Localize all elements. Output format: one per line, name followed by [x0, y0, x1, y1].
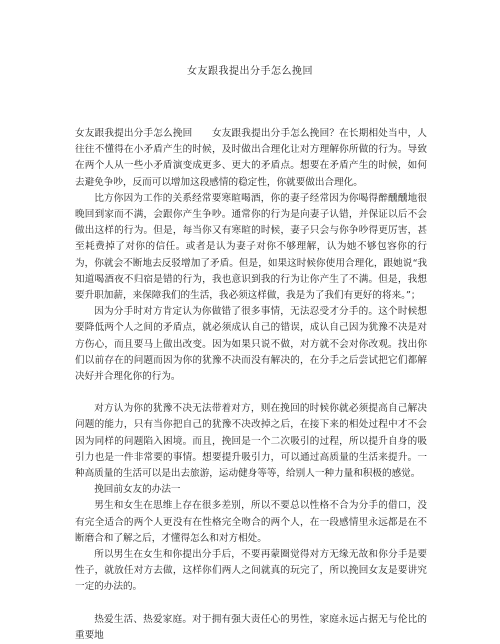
- paragraph: 因为分手时对方肯定认为你做错了很多事情，无法忍受才分手的。这个时候想要降低两个人之间的矛盾点，就必须成认自己的错误，成认自己因为犹豫不决是对方伤心，而且要马上做出改变。因为如果只说不做，对方就不会对你改观。找出你们以前存在的问题而因为你的犹豫不决而没有解决的，在分手之后尝试把它们都解决好并合理化你的行为。: [75, 306, 427, 383]
- paragraph: 热爱生活、热爱家庭。对于拥有强大责任心的男性，家庭永远占据无与伦比的重要地: [75, 613, 427, 641]
- paragraph-gap: [75, 385, 427, 401]
- paragraph: 所以男生在女生和你提出分手后，不要再蒙圈觉得对方无缘无故和你分手是要性子，就放任对方去做，这样你们两人之间就真的玩完了，所以挽回女友是要讲究一定的办法的。: [75, 549, 427, 593]
- article-title: 女友跟我提出分手怎么挽回: [187, 66, 313, 77]
- paragraph-intro: 女友跟我提出分手怎么挽回 女友跟我提出分手怎么挽回？在长期相处当中，人往往不懂得在小矛盾产生的时候，及时做出合理化让对方理解你所做的行为。导致在两个人从一些小矛盾演变成更多、更大的矛盾点。想要在矛盾产生的时候，如何去避免争吵，反而可以增加这段感情的稳定性，你就要做出合理化。: [75, 128, 427, 188]
- article-body: [75, 126, 427, 644]
- paragraph: 比方你因为工作的关系经常要寒暄喝酒，你的妻子经常因为你喝得醉醺醺地很晚回到家而不满，会跟你产生争吵。通常你的行为是向妻子认错，并保证以后不会做出这样的行为。但是，每当你又有寒暄的时候，妻子只会与你争吵得更厉害，甚至耗费掉了对你的信任。或者是认为妻子对你不够理解，认为她不够包容你的行为，你就会不断地去反驳增加了矛盾。但是，如果这时候你使用合理化，跟她说“我知道喝酒夜不归宿是错的行为，我也意识到我的行为让你产生了不满。但是，我想要升职加薪，来保障我们的生活，我必须这样做，我是为了我们有更好的将来。”；: [75, 192, 427, 302]
- paragraph: 对方认为你的犹豫不决无法带着对方，则在挽回的时候你就必须提高自己解决问题的能力，只有当你把自己的犹豫不决改掉之后，在接下来的相处过程中才不会因为同样的问题陷入困境。而且，挽回是一个二次吸引的过程，所以提升自身的吸引力也是一件非常要的事情。想要提升吸引力，可以通过高质量的生活来提升。一种高质量的生活可以是出去旅游，运动健身等等，给别人一种力量和积极的感觉。: [75, 403, 427, 480]
- paragraph-gap: [75, 596, 427, 612]
- section-heading: 挽回前女友的办法一: [94, 484, 181, 496]
- paragraph: 男生和女生在思维上存在很多差别，所以不要总以性格不合为分手的借口，没有完全适合的两个人更没有在性格完全吻合的两个人，在一段感情里永远都是在不断磨合和了解之后，才懂得怎么和对方相处。: [75, 500, 427, 544]
